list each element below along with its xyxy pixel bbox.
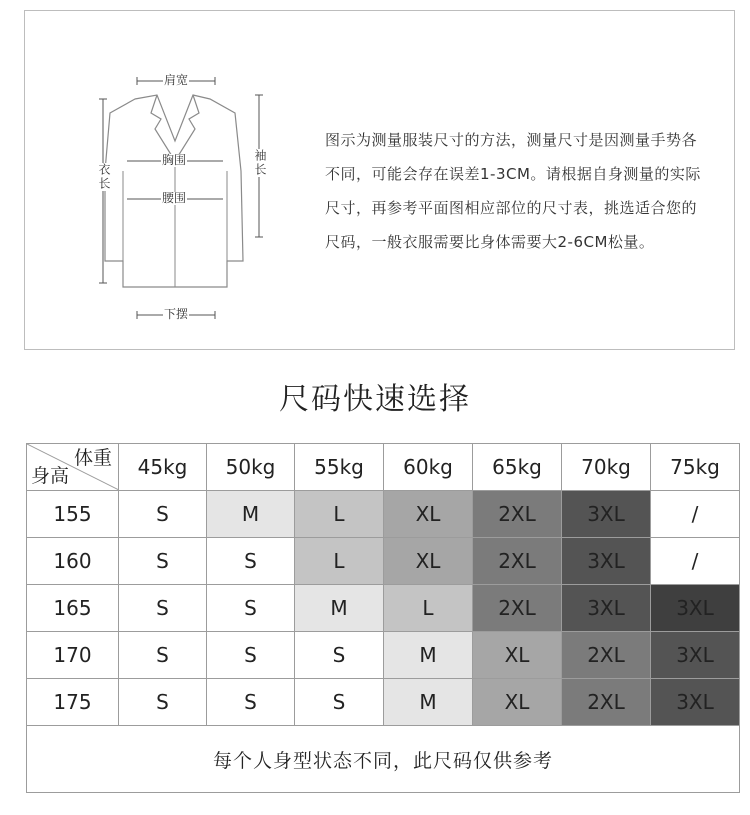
size-cell: S (295, 679, 384, 726)
hem-label: 下摆 (164, 307, 189, 321)
coat-diagram (75, 51, 275, 331)
height-cell: 170 (27, 632, 119, 679)
size-cell: 2XL (562, 632, 651, 679)
header-row (27, 444, 740, 491)
measurement-instructions: 图示为测量服装尺寸的方法，测量尺寸是因测量手势各不同，可能会存在误差1-3CM。请根据自身测量的实际尺寸，再参考平面图相应部位的尺寸表，挑选适合您的尺码，一般衣服需要比身体需要大2-6CM松量。 (325, 131, 701, 251)
size-cell: 3XL (651, 679, 740, 726)
sleeve-label: 袖长 (253, 149, 267, 177)
size-cell: S (119, 585, 207, 632)
waist-label: 腰围 (162, 191, 187, 205)
size-cell: L (295, 538, 384, 585)
length-label: 衣长 (97, 163, 111, 191)
size-cell: S (119, 632, 207, 679)
size-cell: S (207, 538, 295, 585)
measurement-guide-panel (24, 10, 735, 350)
weight-axis-label: 体重 (73, 447, 112, 469)
size-cell: L (295, 491, 384, 538)
size-cell: 3XL (651, 585, 740, 632)
size-cell: 2XL (562, 679, 651, 726)
size-cell: M (207, 491, 295, 538)
size-cell: M (384, 679, 473, 726)
weight-header: 50kg (207, 444, 295, 491)
size-cell: L (384, 585, 473, 632)
size-cell: XL (384, 538, 473, 585)
weight-header: 55kg (295, 444, 384, 491)
size-cell: S (207, 679, 295, 726)
height-cell: 160 (27, 538, 119, 585)
size-cell: S (207, 585, 295, 632)
footer-row (27, 726, 740, 793)
size-cell: S (119, 538, 207, 585)
size-cell: / (651, 538, 740, 585)
size-cell: XL (473, 632, 562, 679)
size-cell: 3XL (651, 632, 740, 679)
weight-header: 45kg (119, 444, 207, 491)
table-row (27, 679, 740, 726)
size-chart-table (26, 443, 740, 793)
height-axis-label: 身高 (31, 465, 70, 487)
table-row (27, 538, 740, 585)
size-cell: M (295, 585, 384, 632)
height-cell: 175 (27, 679, 119, 726)
height-cell: 165 (27, 585, 119, 632)
size-cell: 3XL (562, 538, 651, 585)
size-cell: XL (473, 679, 562, 726)
size-cell: 2XL (473, 585, 562, 632)
weight-header: 65kg (473, 444, 562, 491)
table-row (27, 632, 740, 679)
size-cell: S (119, 491, 207, 538)
size-cell: XL (384, 491, 473, 538)
weight-header: 70kg (562, 444, 651, 491)
size-cell: 3XL (562, 491, 651, 538)
size-cell: S (295, 632, 384, 679)
size-cell: / (651, 491, 740, 538)
size-cell: 3XL (562, 585, 651, 632)
table-row (27, 585, 740, 632)
chest-label: 胸围 (162, 153, 187, 167)
shoulder-label: 肩宽 (164, 73, 189, 87)
size-chart-note: 每个人身型状态不同，此尺码仅供参考 (27, 726, 740, 793)
weight-header: 75kg (651, 444, 740, 491)
size-cell: M (384, 632, 473, 679)
weight-header: 60kg (384, 444, 473, 491)
size-cell: 2XL (473, 538, 562, 585)
size-cell: S (119, 679, 207, 726)
table-row (27, 491, 740, 538)
height-cell: 155 (27, 491, 119, 538)
corner-header-cell (27, 444, 119, 491)
size-cell: 2XL (473, 491, 562, 538)
size-chart-title: 尺码快速选择 (279, 382, 471, 417)
size-cell: S (207, 632, 295, 679)
